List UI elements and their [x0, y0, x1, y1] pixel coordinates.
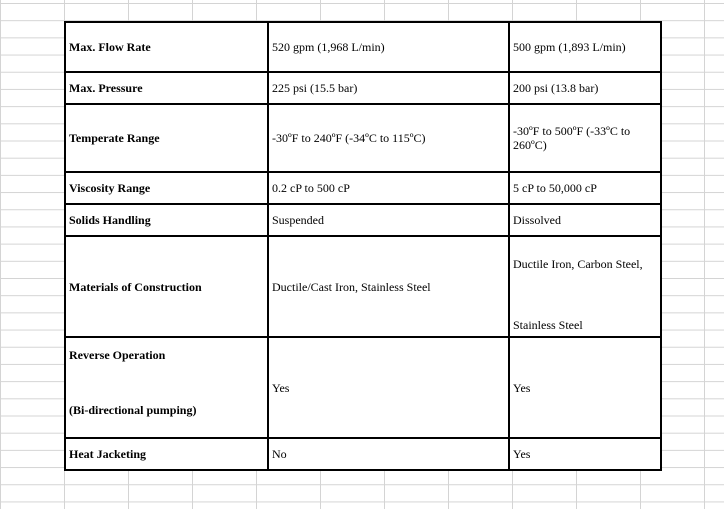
value-cell-col2[interactable]: Yes — [268, 337, 509, 438]
row-label-cell[interactable]: Materials of Construction — [65, 236, 268, 337]
row-label-cell[interactable]: Solids Handling — [65, 204, 268, 236]
row-label-line2: (Bi-directional pumping) — [69, 403, 197, 417]
row-label-cell[interactable]: Viscosity Range — [65, 172, 268, 204]
value-cell-col3[interactable]: -30ºF to 500ºF (-33ºC to 260ºC) — [509, 104, 661, 172]
row-label-line1: Reverse Operation — [69, 348, 166, 362]
value-cell-col2[interactable]: No — [268, 438, 509, 470]
table-row-materials-of-construction — [65, 236, 661, 337]
comparison-table — [64, 21, 662, 471]
value-cell-col2[interactable]: -30ºF to 240ºF (-34ºC to 115ºC) — [268, 104, 509, 172]
table-row-solids-handling — [65, 204, 661, 236]
value-cell-col3[interactable]: 200 psi (13.8 bar) — [509, 72, 661, 104]
value-cell-col3-line1: Ductile Iron, Carbon Steel, — [513, 257, 643, 271]
value-cell-col3[interactable] — [509, 236, 661, 337]
value-cell-col3[interactable]: Yes — [509, 337, 661, 438]
row-label-cell[interactable]: Heat Jacketing — [65, 438, 268, 470]
table-row-max-pressure — [65, 72, 661, 104]
row-label-cell[interactable]: Temperate Range — [65, 104, 268, 172]
table-row-temperate-range — [65, 104, 661, 172]
value-cell-col3[interactable]: 5 cP to 50,000 cP — [509, 172, 661, 204]
value-cell-col3[interactable]: 500 gpm (1,893 L/min) — [509, 22, 661, 72]
value-cell-col2[interactable]: 520 gpm (1,968 L/min) — [268, 22, 509, 72]
value-cell-col2[interactable]: Suspended — [268, 204, 509, 236]
value-cell-col2[interactable]: 0.2 cP to 500 cP — [268, 172, 509, 204]
table-row-heat-jacketing — [65, 438, 661, 470]
table-row-viscosity-range — [65, 172, 661, 204]
value-cell-col3[interactable]: Dissolved — [509, 204, 661, 236]
value-cell-col2[interactable]: Ductile/Cast Iron, Stainless Steel — [268, 236, 509, 337]
row-label-cell[interactable] — [65, 337, 268, 438]
table-row-max-flow-rate — [65, 22, 661, 72]
value-cell-col3[interactable]: Yes — [509, 438, 661, 470]
value-cell-col2[interactable]: 225 psi (15.5 bar) — [268, 72, 509, 104]
row-label-cell[interactable]: Max. Flow Rate — [65, 22, 268, 72]
value-cell-col3-line2: Stainless Steel — [513, 318, 583, 332]
table-row-reverse-operation — [65, 337, 661, 438]
row-label-cell[interactable]: Max. Pressure — [65, 72, 268, 104]
